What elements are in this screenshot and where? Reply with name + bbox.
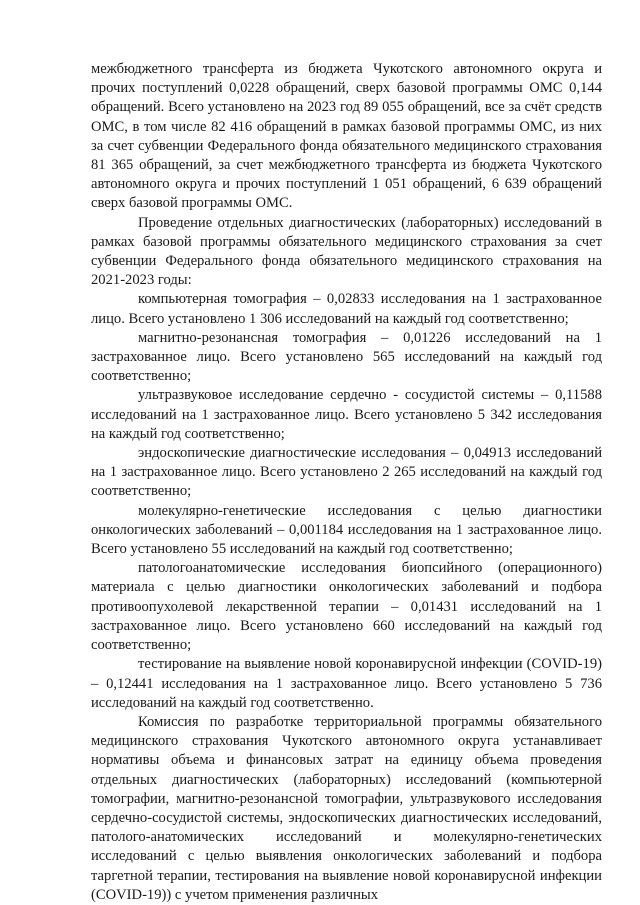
paragraph-molecular-genetic: молекулярно-генетические исследования с целью диагностики онкологических заболеваний – 0,001184 исследования на 1 застрахованное лицо. Всего установлено 55 исследований на каждый год соответственно; — [91, 502, 602, 558]
paragraph-ct: компьютерная томография – 0,02833 исследования на 1 застрахованное лицо. Всего установлено 1 306 исследований на каждый год соответственно; — [91, 291, 602, 327]
paragraph-commission: Комиссия по разработке территориальной программы обязательного медицинского страхования Чукотского автономного округа устанавливает нормативы объема и финансовых затрат на единицу объема проведения отдельных диагностических (лабораторных) исследований (компьютерной томографии, магнитно-резонансной томографии, ультразвукового исследования сердечно-сосудистой системы, эндоскопических диагностических исследований, патолого-анатомических исследований и молекулярно-генетических исследований с целью выявления онкологических заболеваний и подбора таргетной терапии, тестирования на выявление новой коронавирусной инфекции (COVID-19)) с учетом применения различных — [91, 713, 602, 903]
paragraph-pathology: патологоанатомические исследования биопсийного (операционного) материала с целью диагностики онкологических заболеваний и подбора противоопухолевой лекарственной терапии – 0,01431 исследований на 1 застрахованное лицо. Всего установлено 660 исследований на каждый год соответственно; — [91, 560, 602, 654]
document-body — [91, 60, 602, 905]
paragraph-endoscopy: эндоскопические диагностические исследования – 0,04913 исследований на 1 застрахованное лицо. Всего установлено 2 265 исследований на каждый год соответственно; — [91, 445, 602, 500]
paragraph-transfer-summary: межбюджетного трансферта из бюджета Чукотского автономного округа и прочих поступлений 0,0228 обращений, сверх базовой программы ОМС 0,144 обращений. Всего установлено на 2023 год 89 055 обращений, все за счёт средств ОМС, в том числе 82 416 обращений в рамках базовой программы ОМС, из них за счет субвенции Федерального фонда обязательного медицинского страхования 81 365 обращений, за счет межбюджетного трансферта из бюджета Чукотского автономного округа и прочих поступлений 1 051 обращений, 6 639 обращений сверх базовой программы ОМС. — [91, 61, 602, 212]
paragraph-diagnostics-intro: Проведение отдельных диагностических (лабораторных) исследований в рамках базовой программы обязательного медицинского страхования за счет субвенции Федерального фонда обязательного медицинского страхования на 2021-2023 годы: — [91, 214, 602, 289]
paragraph-mri: магнитно-резонансная томография – 0,01226 исследований на 1 застрахованное лицо. Всего установлено 565 исследований на каждый год соответственно; — [91, 329, 602, 385]
paragraph-ultrasound: ультразвуковое исследование сердечно - сосудистой системы – 0,11588 исследований на 1 застрахованное лицо. Всего установлено 5 342 исследования на каждый год соответственно; — [91, 387, 602, 442]
paragraph-covid-testing: тестирование на выявление новой коронавирусной инфекции (COVID-19) – 0,12441 исследования на 1 застрахованное лицо. Всего установлено 5 736 исследований на каждый год соответственно. — [91, 656, 602, 711]
